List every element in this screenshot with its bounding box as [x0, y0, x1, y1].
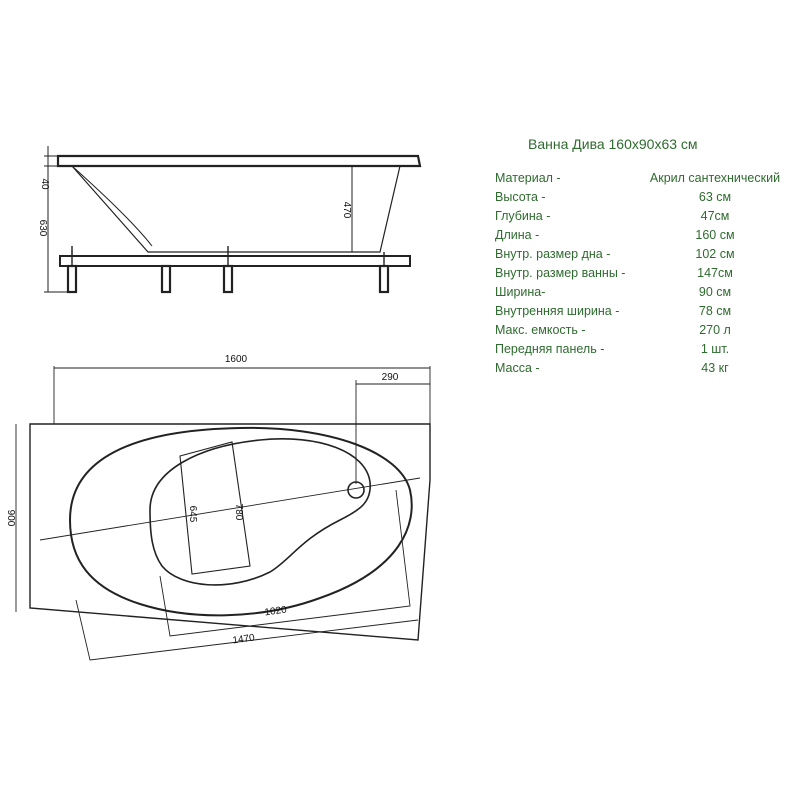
spec-value: Акрил сантехнический: [649, 171, 781, 185]
dim-depth: 470: [341, 201, 352, 219]
spec-label: Макс. емкость -: [495, 323, 586, 337]
spec-title: Ванна Дива 160х90х63 см: [528, 136, 698, 152]
spec-value: 147см: [697, 266, 733, 280]
spec-label: Внутр. размер дна -: [495, 247, 611, 261]
spec-label: Внутр. размер ванны -: [495, 266, 626, 280]
spec-value: 160 см: [695, 228, 735, 242]
dim-drain-offset: 290: [381, 372, 399, 383]
spec-value: 90 см: [698, 285, 732, 299]
spec-label: Передняя панель -: [495, 342, 605, 356]
dim-inner-width-a: 645: [187, 505, 198, 523]
spec-value: 78 см: [698, 304, 732, 318]
dim-bottom-length: 1020: [263, 604, 288, 619]
spec-label: Высота -: [495, 190, 546, 204]
dim-width: 900: [5, 509, 16, 527]
spec-value: 1 шт.: [700, 342, 730, 356]
dim-rim: 40: [39, 178, 50, 190]
spec-value: 102 см: [695, 247, 735, 261]
spec-value: 47см: [700, 209, 730, 223]
dim-inner-width-b: 780: [233, 503, 244, 521]
spec-value: 270 л: [699, 323, 731, 337]
spec-label: Ширина-: [495, 285, 546, 299]
top-view: [16, 366, 430, 660]
dim-length: 1600: [224, 354, 248, 365]
dim-inner-length: 1470: [231, 632, 256, 647]
spec-label: Материал -: [495, 171, 561, 185]
spec-label: Масса -: [495, 361, 540, 375]
spec-label: Внутренняя ширина -: [495, 304, 620, 318]
spec-value: 43 кг: [701, 361, 729, 375]
spec-label: Длина -: [495, 228, 540, 242]
spec-value: 63 см: [698, 190, 732, 204]
dim-height-total: 630: [37, 219, 48, 237]
spec-label: Глубина -: [495, 209, 551, 223]
side-view: [44, 146, 420, 292]
